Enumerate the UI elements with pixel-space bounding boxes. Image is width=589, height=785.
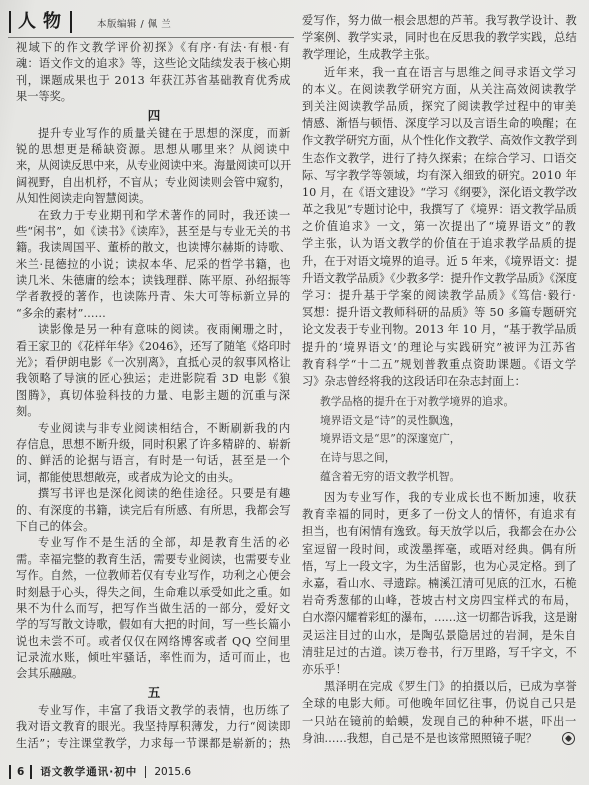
text-line (16, 388, 292, 404)
text-line (16, 666, 292, 682)
text-line (302, 201, 578, 218)
text-line (16, 736, 292, 752)
text-line (302, 235, 578, 252)
paragraph (302, 12, 578, 64)
line-text: 下自己的体会。 (16, 519, 95, 533)
paragraph (302, 64, 578, 391)
section-title: 人物 (9, 11, 72, 33)
text-line (302, 678, 578, 695)
line-text: 亦乐乎！ (302, 662, 347, 676)
line-text: 的、鲜活的论据与语言，有时是一句话，甚至是一个 (16, 454, 291, 468)
line-text: 在致力于专业期刊和学术著作的同时，我还读一 (38, 208, 291, 222)
line-text: 爱写作，努力做一根会思想的芦苇。我写教学设计、教 (302, 14, 577, 27)
text-line (16, 306, 292, 322)
text-line (16, 224, 292, 240)
line-text: 悟，写上一段文字，为生活留影，也为心灵定格。到了 (302, 559, 577, 573)
line-text: 黑泽明在完成《罗生门》的拍摄以后，已成为享誉 (324, 680, 577, 694)
text-line (16, 191, 292, 207)
text-line (302, 64, 578, 81)
quote-line (302, 393, 578, 412)
line-text: 学的写写散文诗歌，假如有大把的时间，写一些长篇小 (16, 618, 291, 632)
left-column (16, 40, 292, 752)
line-text: 因为专业写作，我的专业成长也不断加速，收获 (324, 491, 577, 505)
line-text: 魂：语文作文的追求》等，这些论文陆续发表于核心期 (16, 57, 291, 71)
line-text: 米兰·昆德拉的小说；读叔本华、尼采的哲学书籍，也 (16, 257, 291, 271)
line-text: 论文发表于专业刊物。2013 年 10 月，“基于教学品质 (302, 323, 577, 337)
line-text: 习》杂志曾经将我的这段话印在杂志封面上： (302, 374, 526, 388)
line-text: 际、写字教学等领域，均有深入细致的研究。2010 年 (302, 168, 577, 182)
paragraph (16, 486, 292, 535)
line-text: 作文教学研究方面，从个性化作文教学、高效作文教学到 (302, 134, 577, 148)
line-text: 词，都能使思想敞亮，或者成为论文的由头。 (16, 470, 240, 484)
text-line (302, 523, 578, 540)
line-text: 视域下的作文教学评价初探》《有序·有法·有根·有 (16, 41, 291, 54)
text-line (302, 373, 578, 390)
text-line (302, 132, 578, 149)
text-line (302, 592, 578, 609)
paragraph (16, 703, 292, 752)
paragraph (16, 322, 292, 420)
text-line (302, 115, 578, 132)
text-line (302, 287, 578, 304)
text-line (302, 167, 578, 184)
text-line (16, 470, 292, 486)
line-text: 刻。 (16, 405, 39, 419)
text-line (302, 661, 578, 678)
line-text: 生活”；专注课堂教学，力求每一节课都是崭新的；热 (16, 736, 291, 750)
line-text: 果一等奖。 (16, 90, 72, 104)
text-line (302, 730, 578, 747)
line-text: 教育科学“十二五”规划普教重点资助课题。《语文学 (302, 357, 577, 371)
line-text: 时刻悬于心头，得失之间，生命难以承受如此之重。如 (16, 585, 291, 599)
text-line (302, 150, 578, 167)
line-text: 冥想：提升语文教师科研的品质》等 50 多篇专题研究 (302, 306, 577, 320)
text-line (16, 421, 292, 437)
text-line (302, 270, 578, 287)
text-line (302, 184, 578, 201)
line-text: 身油……我想，自己是不是也该常照照镜子呢？ (302, 731, 537, 745)
line-text: 专业写作不是生活的全部，却是教育生活的必 (38, 536, 291, 550)
line-text: 撰写书评也是深化阅读的绝佳途径。只要是有趣 (38, 487, 291, 501)
paragraph (302, 678, 578, 747)
text-line (302, 339, 578, 356)
line-text: 阔视野，自出机杼，不盲从；专业阅读则会管中窥豹， (16, 175, 291, 189)
text-line (302, 609, 578, 626)
paragraph (16, 535, 292, 683)
line-text: “多余的素材”…… (16, 306, 106, 320)
line-text: 写作。自然，一位教师若仅有专业写作，功利之心便会 (16, 569, 291, 583)
quote-line (302, 412, 578, 431)
line-text: 看王家卫的《花样年华》《2046》，还写了随笔《烙印时 (16, 339, 291, 353)
text-line (16, 257, 292, 273)
line-text: 读影像是另一种有意味的阅读。夜雨阑珊之时， (38, 323, 291, 337)
right-column (302, 12, 578, 747)
text-line (16, 371, 292, 387)
journal-name: 语文教学通讯·初中 (40, 766, 138, 778)
line-text: 生态作文教学，进行了持久探索；在综合学习、口语交 (302, 151, 577, 165)
text-line (16, 126, 292, 142)
line-text: 革之我见”专题讨论中，我撰写了《境界：语文教学品质 (302, 203, 577, 217)
text-line (302, 644, 578, 661)
line-text: 存信息，思想不断升级，同时积累了许多精辟的、崭新 (16, 437, 291, 451)
line-text: 10 月，在《语文建设》“学习《纲要》，深化语文教学改 (302, 185, 577, 199)
quote-line (302, 468, 578, 487)
paragraph (16, 126, 292, 208)
text-line (16, 503, 292, 519)
line-text: 境界语文是“思”的深邃宽广， (320, 432, 461, 446)
text-line (302, 541, 578, 558)
text-line (16, 617, 292, 633)
text-line (16, 208, 292, 224)
text-line (16, 519, 292, 535)
text-line (302, 218, 578, 235)
line-text: 学主张，认为语文教学的价值在于追求教学品质的提 (302, 237, 577, 251)
line-text: 刊，课题成果也于 2013 年获江苏省基础教育优秀成 (16, 73, 291, 87)
text-line (16, 568, 292, 584)
line-text: 些“闲书”，如《读书》《读库》，甚至是与专业无关的书 (16, 224, 291, 238)
page-number: 6 (9, 765, 32, 779)
text-line (302, 356, 578, 373)
paragraph (302, 489, 578, 678)
line-text: 专业写作，丰富了我语文教学的表情，也历练了 (38, 703, 291, 717)
line-text: 清驻足过的古道。读万卷书，行万里路，写千字文，不 (302, 645, 577, 659)
line-text: 岩奇秀葱郁的山峰，苍坡古村文房四宝样式的布局， (302, 594, 577, 608)
text-line (16, 703, 292, 719)
text-line (302, 558, 578, 575)
text-line (16, 355, 292, 371)
text-line (16, 289, 292, 305)
text-line (16, 634, 292, 650)
line-text: 提升专业写作的质量关键在于思想的深度，而新 (38, 126, 291, 140)
text-line (302, 627, 578, 644)
line-text: 升，在于对语文境界的追寻。近 5 年来，《境界语文：提 (302, 254, 577, 268)
text-line (302, 321, 578, 338)
text-line (16, 404, 292, 420)
text-line (302, 506, 578, 523)
line-text: 灵运注目过的山水，是陶弘景隐居过的岩洞，是朱自 (302, 628, 577, 642)
line-text: 籍。我读周国平、董桥的散文，也读博尔赫斯的诗歌、 (16, 241, 291, 255)
line-text: 担当，也有闲情有逸致。每天放学以后，我都会在办公 (302, 525, 577, 539)
footer-divider (145, 766, 146, 778)
text-line (16, 40, 292, 56)
cover-quote (302, 393, 578, 486)
text-line (302, 81, 578, 98)
line-text: 全球的电影大师。可他晚年回忆往事，仍说自己只是 (302, 697, 577, 711)
line-text: 蕴含着无穷的语文教学机智。 (320, 469, 461, 483)
text-line (16, 486, 292, 502)
line-text: 读几米、朱德庸的绘本；读钱理群、陈平原、孙绍振等 (16, 274, 291, 288)
line-text: 境界语文是“诗”的灵性飘逸， (320, 413, 461, 427)
line-text: 学案例、教学实录，同时也在反思我的教学实践，总结 (302, 31, 577, 45)
issue-date: 2015.6 (154, 766, 192, 778)
line-text: 的本义。在阅读教学研究方面，从关注高效阅读教学 (302, 82, 577, 96)
line-text: 室逗留一段时间，或泼墨挥毫，或晤对经典。偶有所 (302, 542, 577, 556)
line-text: 在诗与思之间， (320, 450, 396, 464)
line-text: 近年来，我一直在语言与思维之间寻求语文学习 (324, 65, 577, 79)
line-text: 需。幸福完整的教育生活，需要专业阅读，也需要专业 (16, 552, 291, 566)
text-line (302, 489, 578, 506)
text-line (302, 304, 578, 321)
text-line (16, 89, 292, 105)
text-line (16, 453, 292, 469)
line-text: 教学理论，生成教学主张。 (302, 48, 437, 62)
text-line (16, 273, 292, 289)
line-text: 提升的‘境界语文’的理论与实践研究”被评为江苏省 (302, 340, 577, 354)
line-text: 说也未尝不可。或者仅仅在网络博客或者 QQ 空间里 (16, 634, 291, 648)
paragraph (16, 421, 292, 487)
line-text: 专业阅读与非专业阅读相结合，不断刷新我的内 (38, 421, 291, 435)
line-text: 之价值追求》一文，第一次提出了“境界语文”的教 (302, 220, 577, 234)
text-line (16, 601, 292, 617)
line-text: 到关注阅读教学品质，探究了阅读教学过程中的审美 (302, 99, 577, 113)
section-heading: 四 (147, 107, 161, 123)
line-text: 教育幸福的同时，更多了一份文人的情怀，有追求有 (302, 508, 577, 522)
text-line (16, 339, 292, 355)
line-text: 教学品格的提升在于对教学境界的追求。 (320, 395, 515, 409)
text-line (16, 437, 292, 453)
line-text: 学习：提升基于学案的阅读教学品质》《笃信·毅行· (302, 289, 577, 302)
line-text: 一只站在镜前的蛤蟆，发现自己的种种不堪，吓出一 (302, 714, 577, 728)
line-text: 我对语文教育的眼光。我坚持厚积薄发，力行“阅读即 (16, 720, 291, 734)
text-line (16, 719, 292, 735)
text-line (16, 552, 292, 568)
text-line (302, 46, 578, 63)
end-mark-icon (562, 732, 575, 745)
line-text: 从知性阅读走向智慧阅读。 (16, 192, 151, 206)
text-line (16, 535, 292, 551)
line-text: 的、有深度的书籍，读完后有所感、有所思，我都会写 (16, 503, 291, 517)
line-text: 图腾》，真切体验科技的力量、电影主题的沉重与深 (16, 388, 291, 402)
line-text: 情感、渐悟与顿悟、深度学习以及言语生命的唤醒；在 (302, 117, 577, 131)
line-text: 会其乐融融。 (16, 667, 84, 681)
line-text: 锐的思想更是稀缺资源。思想从哪里来？从阅读中 (16, 142, 291, 156)
text-line (16, 158, 292, 174)
text-line (302, 98, 578, 115)
line-text: 升语文教学品质》《少教多学：提升作文教学品质》《深度 (302, 271, 577, 285)
text-line (302, 253, 578, 270)
paragraph (16, 208, 292, 323)
quote-line (302, 430, 578, 449)
text-line (16, 650, 292, 666)
text-line (16, 56, 292, 72)
line-text: 来，从阅读反思中来，从专业阅读中来。海量阅读可以开 (16, 159, 291, 173)
page-header (9, 11, 299, 35)
text-line (302, 695, 578, 712)
text-line (302, 29, 578, 46)
quote-line (302, 449, 578, 468)
text-line (302, 12, 578, 29)
line-text: 光》；看伊朗电影《一次别离》，直抵心灵的叙事风格让 (16, 356, 291, 370)
text-line (16, 585, 292, 601)
text-line (16, 73, 292, 89)
text-line (16, 322, 292, 338)
text-line (302, 713, 578, 730)
section-heading: 五 (147, 684, 161, 700)
line-text: 永嘉，看山水、寻遗踪。楠溪江清可见底的江水，石桅 (302, 577, 577, 591)
line-text: 果不为什么而写，把写作当做生活的一部分，爱好文 (16, 601, 291, 615)
page-footer (9, 764, 191, 780)
text-line (16, 142, 292, 158)
line-text: 记录流水账，倾吐牢骚话，率性而为，适可而止，也 (16, 651, 291, 665)
editor-credit: 本版编辑 / 佩 兰 (97, 19, 172, 30)
paragraph (16, 40, 292, 106)
header-divider (8, 37, 294, 38)
line-text: 学者教授的著作，也读陈丹青、朱大可等标新立异的 (16, 290, 291, 304)
text-line (16, 175, 292, 191)
text-line (16, 240, 292, 256)
text-line (302, 575, 578, 592)
line-text: 我领略了导演的匠心独运；走进影院看 3D 电影《狼 (16, 372, 291, 386)
line-text: 白水漈闪耀着彩虹的瀑布，……这一切都告诉我，这是谢 (302, 611, 577, 625)
